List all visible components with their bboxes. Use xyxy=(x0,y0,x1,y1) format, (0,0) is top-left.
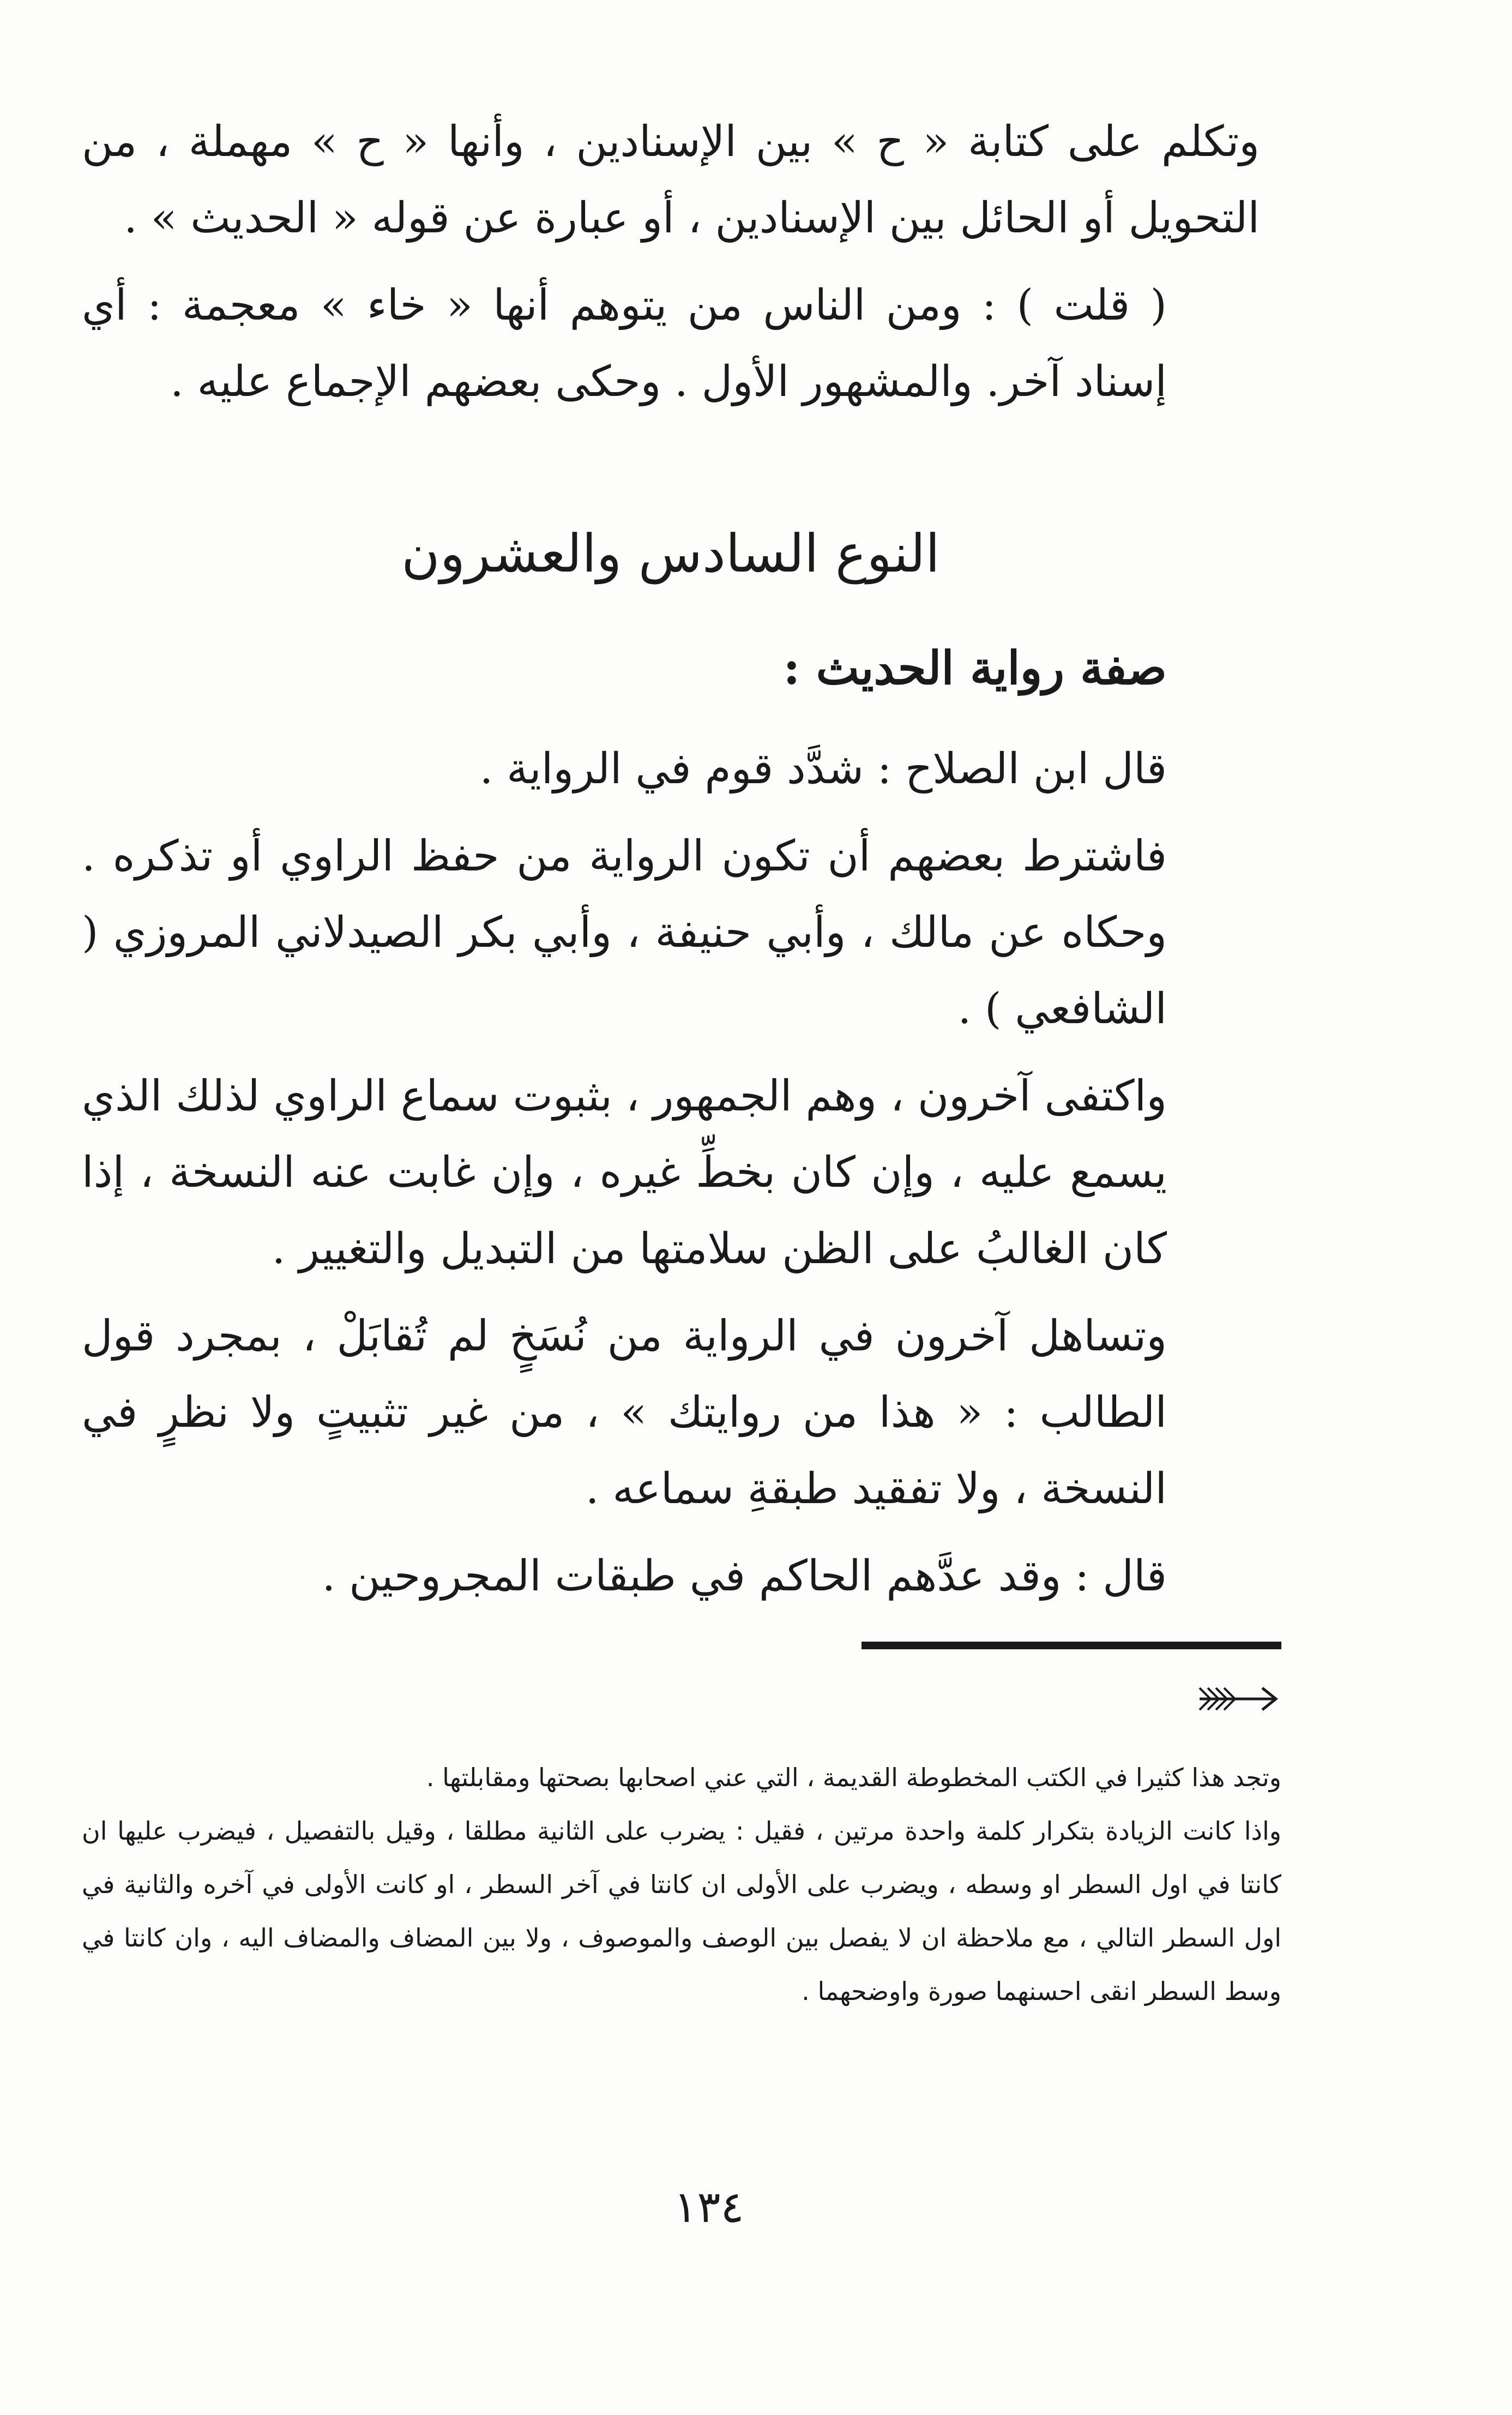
paragraph: فاشترط بعضهم أن تكون الرواية من حفظ الراوي أو تذكره . وحكاه عن مالك ، وأبي حنيفة ، وأبي بكر الصيدلاني المروزي ( الشافعي ) . xyxy=(82,832,1167,1034)
section-title: النوع السادس والعشرون xyxy=(401,523,940,584)
paragraph: ( قلت ) : ومن الناس من يتوهم أنها « خاء » معجمة : أي إسناد آخر. والمشهور الأول . وحكى بعضهم الإجماع عليه . xyxy=(82,281,1167,406)
arrow-icon xyxy=(1194,1680,1281,1718)
footnote-separator xyxy=(862,1642,1281,1649)
paragraph: وتكلم على كتابة « ح » بين الإسنادين ، وأنها « ح » مهملة ، من التحويل أو الحائل بين الإسنادين ، أو عبارة عن قوله « الحديث » . xyxy=(82,117,1260,243)
paragraph: قال : وقد عدَّهم الحاكم في طبقات المجروحين . xyxy=(322,1552,1167,1601)
body-text-block xyxy=(82,731,1260,1625)
footnotes xyxy=(82,1751,1281,2018)
section-subtitle: صفة رواية الحديث : xyxy=(783,641,1167,695)
footnote: واذا كانت الزيادة بتكرار كلمة واحدة مرتين ، فقيل : يضرب على الثانية مطلقا ، وقيل بالتفصيل ، فيضرب عليها ان كانتا في اول السطر او وسطه ، ويضرب على الأولى ان كانتا في آخر السطر ، او كانت الأولى في آخره والثانية في اول السطر التالي ، مع ملاحظة ان لا يفصل بين الوصف والموصوف ، ولا بين المضاف والمضاف اليه ، وان كانتا في وسط السطر انقى احسنهما صورة واوضحهما . xyxy=(82,1816,1281,2006)
footnote: وتجد هذا كثيرا في الكتب المخطوطة القديمة ، التي عني اصحابها بصحتها ومقابلتها . xyxy=(426,1763,1281,1792)
top-text-block xyxy=(82,104,1260,431)
page-number: ١٣٤ xyxy=(673,2182,744,2232)
paragraph: قال ابن الصلاح : شدَّد قوم في الرواية . xyxy=(479,744,1167,794)
paragraph: وتساهل آخرون في الرواية من نُسَخٍ لم تُقابَلْ ، بمجرد قول الطالب : « هذا من روايتك » ، من غير تثبيتٍ ولا نظرٍ في النسخة ، ولا تفقيد طبقةِ سماعه . xyxy=(82,1312,1167,1513)
paragraph: واكتفى آخرون ، وهم الجمهور ، بثبوت سماع الراوي لذلك الذي يسمع عليه ، وإن كان بخطِّ غيره ، وإن غابت عنه النسخة ، إذا كان الغالبُ على الظن سلامتها من التبديل والتغيير . xyxy=(82,1072,1167,1273)
